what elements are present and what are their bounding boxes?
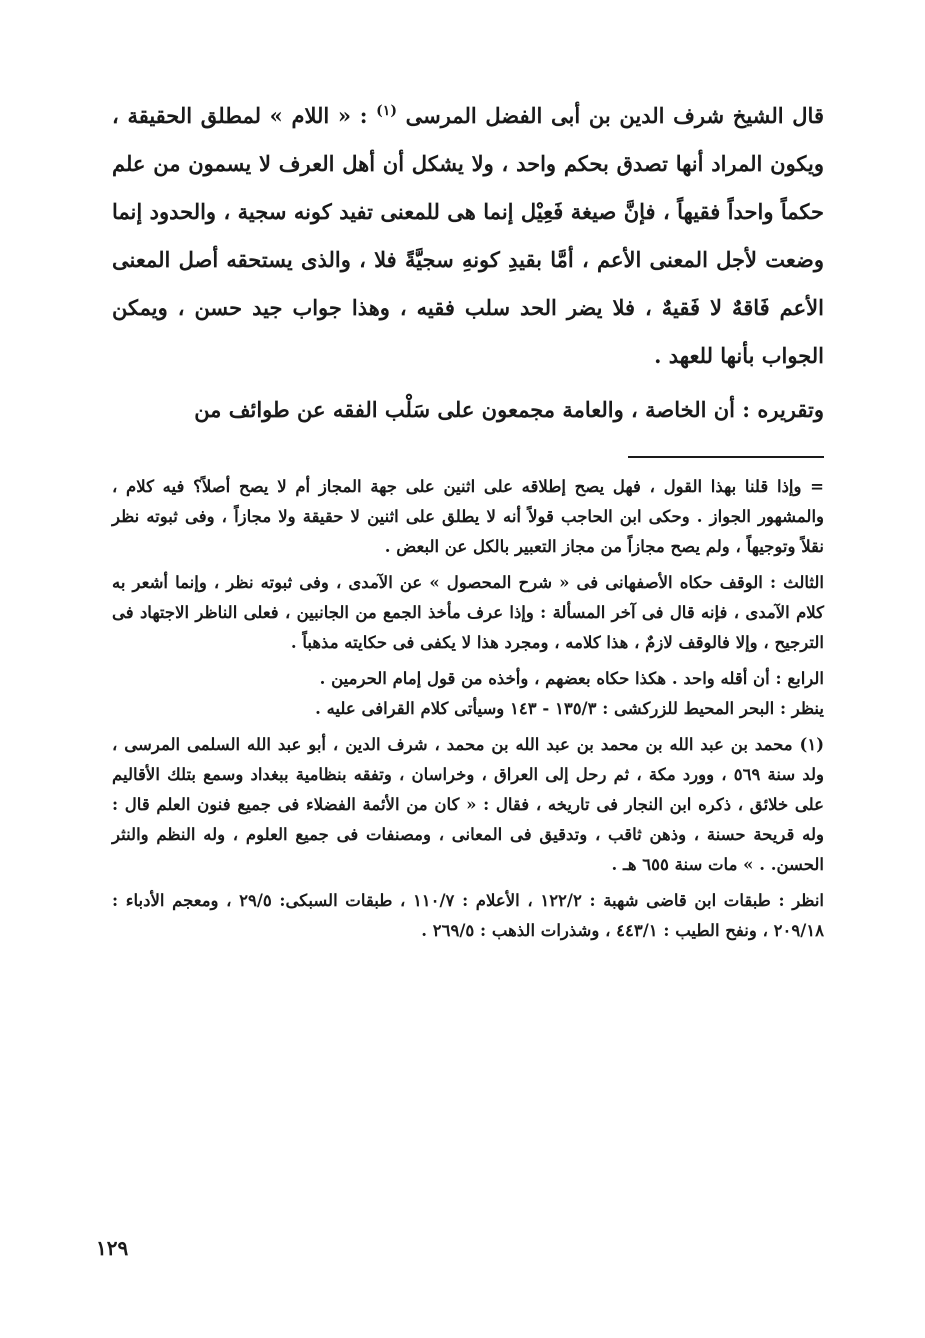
footnote-reference-source: ينظر : البحر المحيط للزركشى : ١٣٥/٣ - ١٤٣ وسيأتى كلام القرافى عليه . (315, 699, 824, 718)
footnote-continuation: = وإذا قلنا بهذا القول ، فهل يصح إطلاقه على اثنين على جهة المجاز أم لا يصح أصلاً؟ فيه كلام ، والمشهور الجواز . وحكى ابن الحاجب قولاً أنه لا يطلق على اثنين لا حقيقة ولا مجازاً ، وفى ثبوته نظر نقلاً وتوجيهاً ، ولم يصح مجازاً من مجاز التعبير بالكل عن البعض . (112, 477, 824, 556)
footnote-fourth-opinion: الرابع : أن أقله واحد . هكذا حكاه بعضهم ، وأخذه من قول إمام الحرمين . (319, 669, 824, 688)
footnote-reference: (١) (376, 103, 397, 119)
page-number: ١٢٩ (96, 1236, 129, 1260)
main-paragraph-1 (112, 92, 824, 380)
main-text (112, 92, 824, 434)
footnotes (112, 472, 824, 946)
footnote-biography: (١) محمد بن عبد الله بن محمد بن عبد الله بن محمد ، شرف الدين ، أبو عبد الله السلمى المرسى ، ولد سنة ٥٦٩ ، وورد مكة ، ثم رحل إلى العراق ، وخراسان ، وتفقه بنظامية ببغداد وسمع بتلك الأقاليم على خلائق ، ذكره ابن النجار فى تاريخه ، فقال : « كان من الأئمة الفضلاء فى جميع فنون العلم قال : وله قريحة حسنة ، وذهن ثاقب ، وتدقيق فى المعانى ، ومصنفات فى جميع العلوم ، وله النظم والنثر الحسن. . » مات سنة ٦٥٥ هـ . (112, 735, 824, 874)
main-paragraph-1-start: قال الشيخ شرف الدين بن أبى الفضل المرسى (405, 103, 824, 128)
footnote-third-opinion: الثالث : الوقف حكاه الأصفهانى فى « شرح المحصول » عن الآمدى ، وفى ثبوته نظر ، وإنما أشعر به كلام الآمدى ، فإنه قال فى آخر المسألة : وإذا عرف مأخذ الجمع من الجانبين ، فعلى الناظر الاجتهاد فى الترجيح ، وإلا فالوقف لازمٌ ، هذا كلامه ، ومجرد هذا لا يكفى فى حكايته مذهباً . (112, 573, 824, 652)
main-paragraph-1-rest: : « اللام » لمطلق الحقيقة ، ويكون المراد أنها تصدق بحكم واحد ، ولا يشكل أن أهل العرف لا يسمون من علم حكماً واحداً فقيهاً ، فإنَّ صيغة فَعِيْل إنما هى للمعنى تفيد كونه سجية ، والحدود إنما وضعت لأجل المعنى الأعم ، أمَّا بقيدِ كونهِ سجيَّةً فلا ، والذى يستحقه أصل المعنى الأعم فَاقهٌ لا فَقيهٌ ، فلا يضر الحد سلب فقيه ، وهذا جواب جيد حسن ، ويمكن الجواب بأنها للعهد . (112, 103, 824, 368)
main-paragraph-2: وتقريره : أن الخاصة ، والعامة مجمعون على سَلْب الفقه عن طوائف من (194, 397, 824, 422)
footnote-biography-sources: انظر : طبقات ابن قاضى شهبة : ١٢٢/٢ ، الأعلام : ١١٠/٧ ، طبقات السبكى: ٢٩/٥ ، ومعجم الأدباء : ٢٠٩/١٨ ، ونفح الطيب : ٤٤٣/١ ، وشذرات الذهب : ٢٦٩/٥ . (112, 891, 825, 940)
footnote-separator (628, 456, 824, 458)
